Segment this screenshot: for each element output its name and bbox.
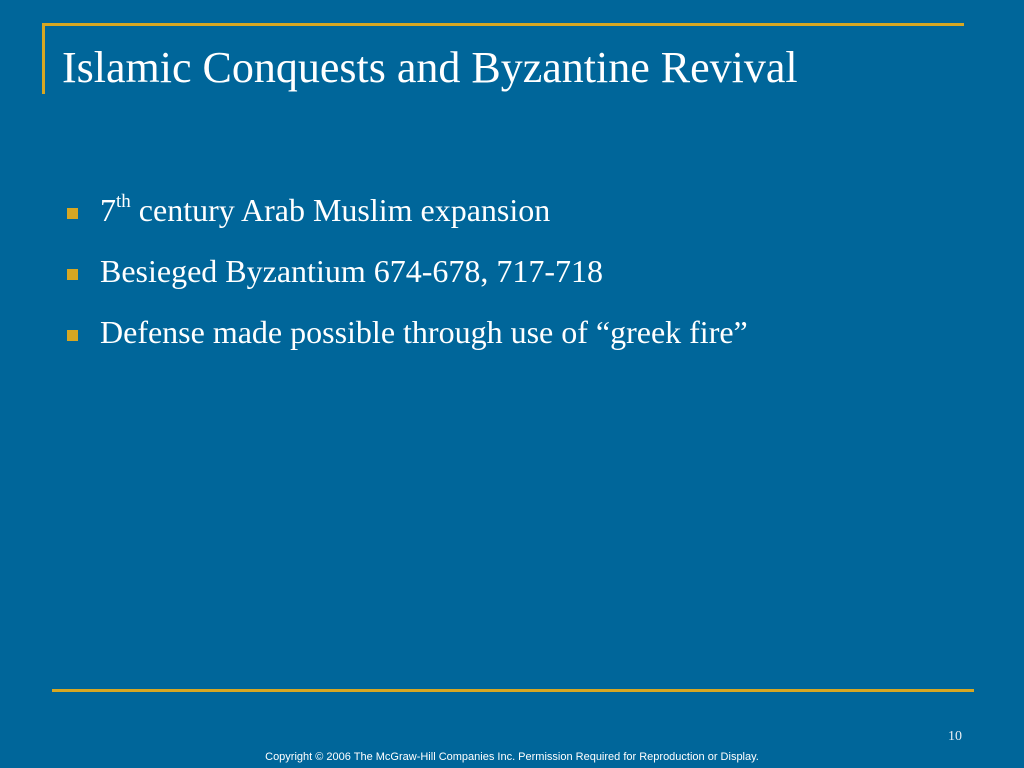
square-bullet-icon	[67, 330, 78, 341]
bullet-text-superscript: th	[116, 191, 131, 213]
bullet-text-main: 7	[100, 192, 116, 228]
bullet-item	[62, 190, 922, 230]
bullet-text	[100, 192, 550, 228]
footer-rule	[52, 689, 974, 692]
title-frame-top-rule	[42, 23, 964, 26]
slide-title: Islamic Conquests and Byzantine Revival	[62, 43, 798, 92]
square-bullet-icon	[67, 208, 78, 219]
bullet-list	[62, 190, 922, 373]
title-frame-left-rule	[42, 23, 45, 94]
bullet-item	[62, 251, 922, 291]
bullet-text: Besieged Byzantium 674-678, 717-718	[100, 253, 604, 289]
square-bullet-icon	[67, 269, 78, 280]
bullet-text-rest: century Arab Muslim expansion	[130, 192, 551, 228]
slide-number: 10	[948, 729, 962, 744]
bullet-text: Defense made possible through use of “greek fire”	[100, 314, 748, 350]
copyright-notice: Copyright © 2006 The McGraw-Hill Companies Inc. Permission Required for Reproduction or Display.	[265, 751, 759, 763]
bullet-item	[62, 312, 922, 352]
